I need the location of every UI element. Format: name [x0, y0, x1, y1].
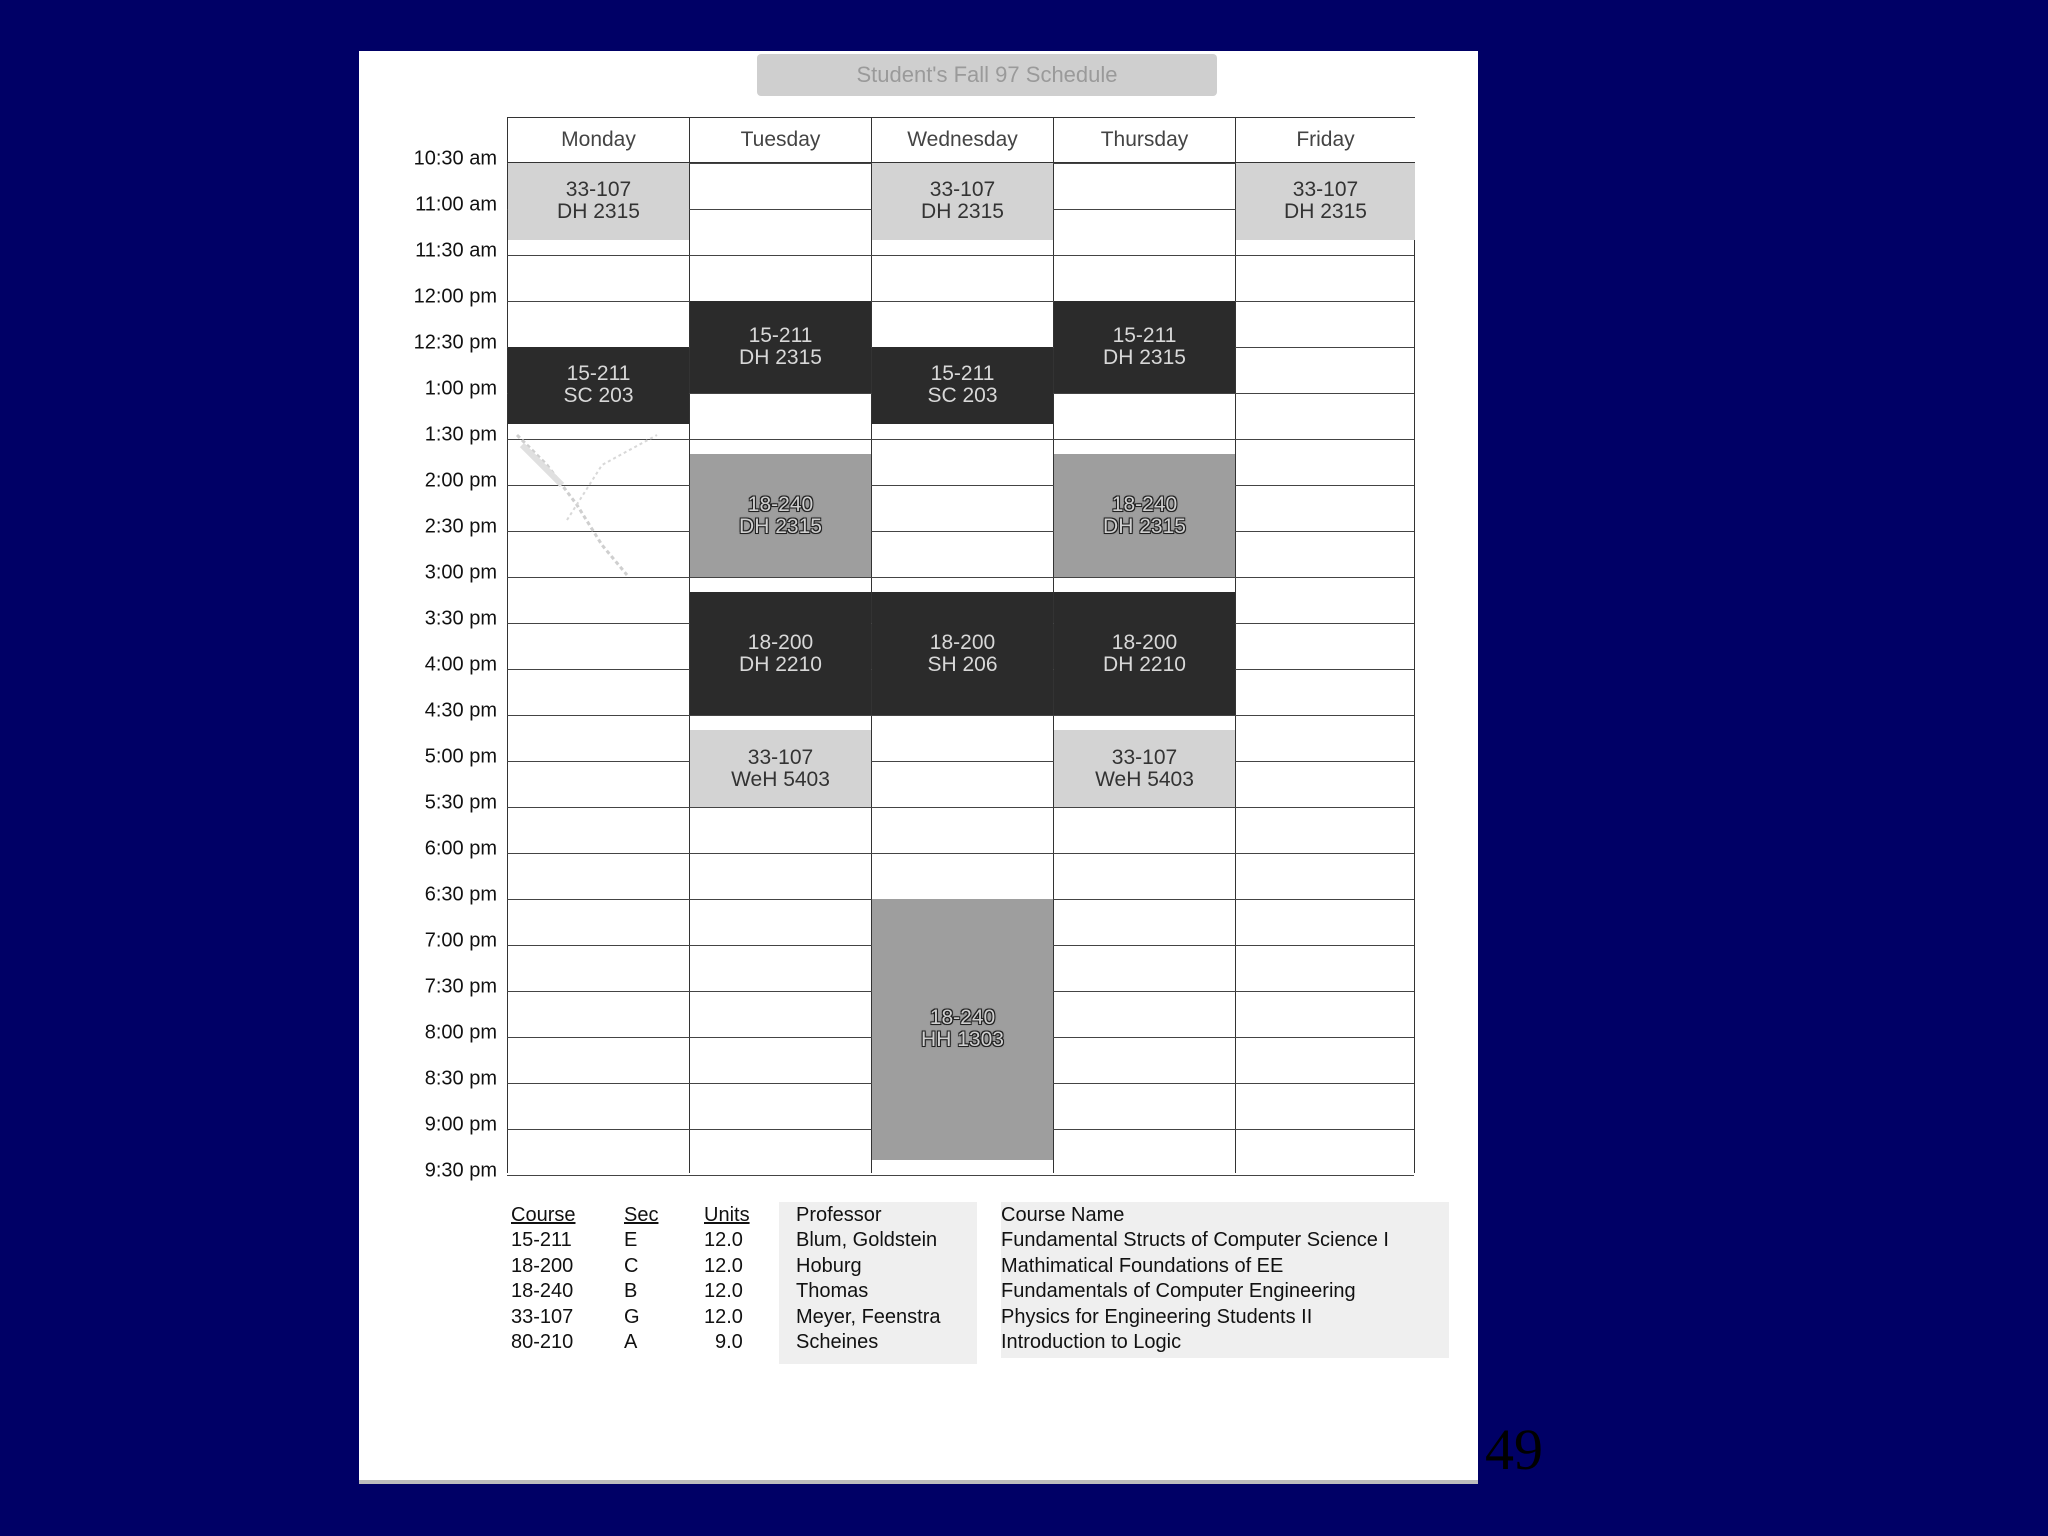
- time-label: 1:30 pm: [424, 423, 497, 446]
- room-code: WeH 5403: [1095, 767, 1194, 791]
- room-code: SH 206: [927, 652, 998, 676]
- time-label: 3:30 pm: [424, 607, 497, 630]
- summary-cell-sec: E: [624, 1229, 638, 1251]
- row-divider: [507, 1175, 1414, 1176]
- slide-number: 49: [1485, 1417, 1543, 1482]
- summary-header-course: Course: [511, 1204, 576, 1226]
- row-divider: [507, 807, 1414, 808]
- row-divider: [507, 255, 1414, 256]
- day-header-friday: Friday: [1235, 117, 1415, 163]
- row-divider: [507, 577, 1414, 578]
- class-block: [1236, 163, 1415, 240]
- course-code: 33-107: [1292, 178, 1359, 202]
- torn-schedule-title: [757, 54, 1217, 96]
- time-label: 1:00 pm: [424, 377, 497, 400]
- row-divider: [507, 485, 1414, 486]
- weekly-schedule-grid: [507, 117, 1415, 1173]
- summary-cell-units: 12.0: [704, 1254, 743, 1277]
- summary-cell-sec: G: [624, 1305, 640, 1328]
- summary-cell-course: 18-200: [511, 1254, 574, 1277]
- room-code: DH 2315: [739, 514, 822, 538]
- class-label: [731, 747, 830, 791]
- room-code: HH 1303: [921, 1028, 1004, 1052]
- class-label: [739, 325, 822, 369]
- class-block: [690, 730, 871, 807]
- time-label: 4:00 pm: [424, 653, 497, 676]
- summary-cell-course: 15-211: [511, 1229, 572, 1251]
- time-label: 8:30 pm: [424, 1067, 497, 1090]
- course-code: 15-211: [930, 362, 995, 386]
- summary-cell-name: Physics for Engineering Students II: [1001, 1305, 1313, 1328]
- class-block: [1054, 592, 1235, 715]
- time-label: 10:30 am: [413, 147, 497, 170]
- course-code: 18-240: [747, 492, 814, 516]
- class-label: [739, 632, 822, 676]
- class-label: [739, 494, 822, 538]
- summary-cell-professor: Meyer, Feenstra: [796, 1305, 941, 1328]
- row-divider: [507, 301, 1414, 302]
- summary-cell-units: 9.0: [715, 1331, 743, 1353]
- day-header-thursday: Thursday: [1053, 117, 1235, 163]
- room-code: SC 203: [927, 384, 998, 408]
- class-label: [921, 179, 1004, 223]
- room-code: SC 203: [563, 384, 634, 408]
- room-code: DH 2315: [921, 200, 1004, 224]
- course-code: 18-200: [1111, 630, 1178, 654]
- class-label: [927, 632, 997, 676]
- course-code: 33-107: [929, 178, 996, 202]
- day-header-tuesday: Tuesday: [689, 117, 871, 163]
- class-label: [557, 179, 640, 223]
- class-block: [690, 454, 871, 577]
- summary-cell-name: Fundamentals of Computer Engineering: [1001, 1280, 1356, 1302]
- time-label: 7:00 pm: [424, 929, 497, 952]
- class-block: [1054, 454, 1235, 577]
- course-code: 18-240: [929, 1006, 996, 1030]
- summary-header-units: Units: [704, 1204, 750, 1226]
- class-label: [1103, 325, 1186, 369]
- time-label: 5:30 pm: [424, 791, 497, 814]
- row-divider: [507, 531, 1414, 532]
- summary-cell-units: 12.0: [704, 1229, 743, 1251]
- class-block: [872, 592, 1053, 715]
- time-label: 12:00 pm: [413, 285, 497, 308]
- class-block: [690, 592, 871, 715]
- class-block: [872, 347, 1053, 424]
- class-block: [508, 347, 689, 424]
- summary-cell-sec: A: [624, 1331, 638, 1353]
- room-code: DH 2315: [1103, 514, 1186, 538]
- summary-cell-course: 80-210: [511, 1331, 574, 1353]
- class-block: [872, 163, 1053, 240]
- summary-cell-professor: Hoburg: [796, 1254, 862, 1277]
- summary-cell-name: Fundamental Structs of Computer Science I: [1001, 1229, 1389, 1251]
- row-divider: [507, 853, 1414, 854]
- room-code: WeH 5403: [731, 767, 830, 791]
- class-block: [690, 301, 871, 393]
- time-label: 11:00 am: [415, 193, 497, 216]
- course-code: 18-200: [747, 630, 814, 654]
- row-divider: [507, 715, 1414, 716]
- class-label: [1103, 494, 1186, 538]
- time-label: 5:00 pm: [424, 745, 497, 768]
- column-divider: [507, 163, 508, 1173]
- room-code: DH 2315: [557, 200, 640, 224]
- room-code: DH 2210: [1103, 652, 1186, 676]
- summary-header-professor: Professor: [796, 1204, 882, 1226]
- summary-cell-course: 33-107: [511, 1305, 574, 1328]
- day-header-wednesday: Wednesday: [871, 117, 1053, 163]
- day-header-monday: Monday: [507, 117, 689, 163]
- summary-header-name: Course Name: [1001, 1204, 1125, 1226]
- class-block: [1054, 301, 1235, 393]
- summary-header-sec: Sec: [624, 1204, 659, 1226]
- time-label: 3:00 pm: [424, 561, 497, 584]
- room-code: DH 2210: [739, 652, 822, 676]
- paper-edge: [359, 1480, 1478, 1484]
- time-label: 11:30 am: [415, 239, 497, 262]
- time-label: 6:00 pm: [424, 837, 497, 860]
- time-label: 4:30 pm: [424, 699, 497, 722]
- time-label: 9:30 pm: [424, 1159, 497, 1182]
- summary-cell-sec: C: [624, 1254, 639, 1277]
- class-label: [921, 1007, 1004, 1051]
- course-code: 18-240: [1111, 492, 1178, 516]
- summary-cell-name: Introduction to Logic: [1001, 1331, 1182, 1353]
- room-code: DH 2315: [739, 346, 822, 369]
- class-label: [1284, 179, 1367, 223]
- course-code: 15-211: [566, 362, 631, 386]
- room-code: DH 2315: [1103, 346, 1186, 369]
- summary-cell-sec: B: [624, 1280, 638, 1302]
- summary-cell-course: 18-240: [511, 1280, 574, 1302]
- class-label: [1095, 747, 1194, 791]
- course-code: 18-200: [929, 630, 996, 654]
- class-label: [927, 363, 997, 407]
- summary-cell-name: Mathimatical Foundations of EE: [1001, 1254, 1284, 1277]
- class-label: [563, 363, 633, 407]
- course-code: 33-107: [1111, 745, 1178, 769]
- class-block: [508, 163, 689, 240]
- time-label: 8:00 pm: [424, 1021, 497, 1044]
- class-block: [872, 899, 1053, 1160]
- time-label: 7:30 pm: [424, 975, 497, 998]
- summary-cell-professor: Scheines: [796, 1331, 879, 1353]
- room-code: DH 2315: [1284, 200, 1367, 224]
- time-label: 2:30 pm: [424, 515, 497, 538]
- summary-cell-units: 12.0: [704, 1305, 743, 1328]
- summary-cell-professor: Thomas: [796, 1280, 869, 1302]
- summary-cell-professor: Blum, Goldstein: [796, 1229, 938, 1251]
- class-label: [1103, 632, 1186, 676]
- course-code: 15-211: [1112, 324, 1177, 347]
- column-divider: [1235, 163, 1236, 1173]
- row-divider: [507, 761, 1414, 762]
- time-label: 12:30 pm: [413, 331, 497, 354]
- summary-cell-units: 12.0: [704, 1280, 743, 1302]
- schedule-title-text: Student's Fall 97 Schedule: [856, 62, 1118, 87]
- course-code: 33-107: [565, 178, 632, 202]
- course-code: 33-107: [747, 745, 814, 769]
- time-label: 9:00 pm: [424, 1113, 497, 1136]
- time-label: 6:30 pm: [424, 883, 497, 906]
- class-block: [1054, 730, 1235, 807]
- course-code: 15-211: [748, 324, 813, 347]
- time-label: 2:00 pm: [424, 469, 497, 492]
- row-divider: [507, 439, 1414, 440]
